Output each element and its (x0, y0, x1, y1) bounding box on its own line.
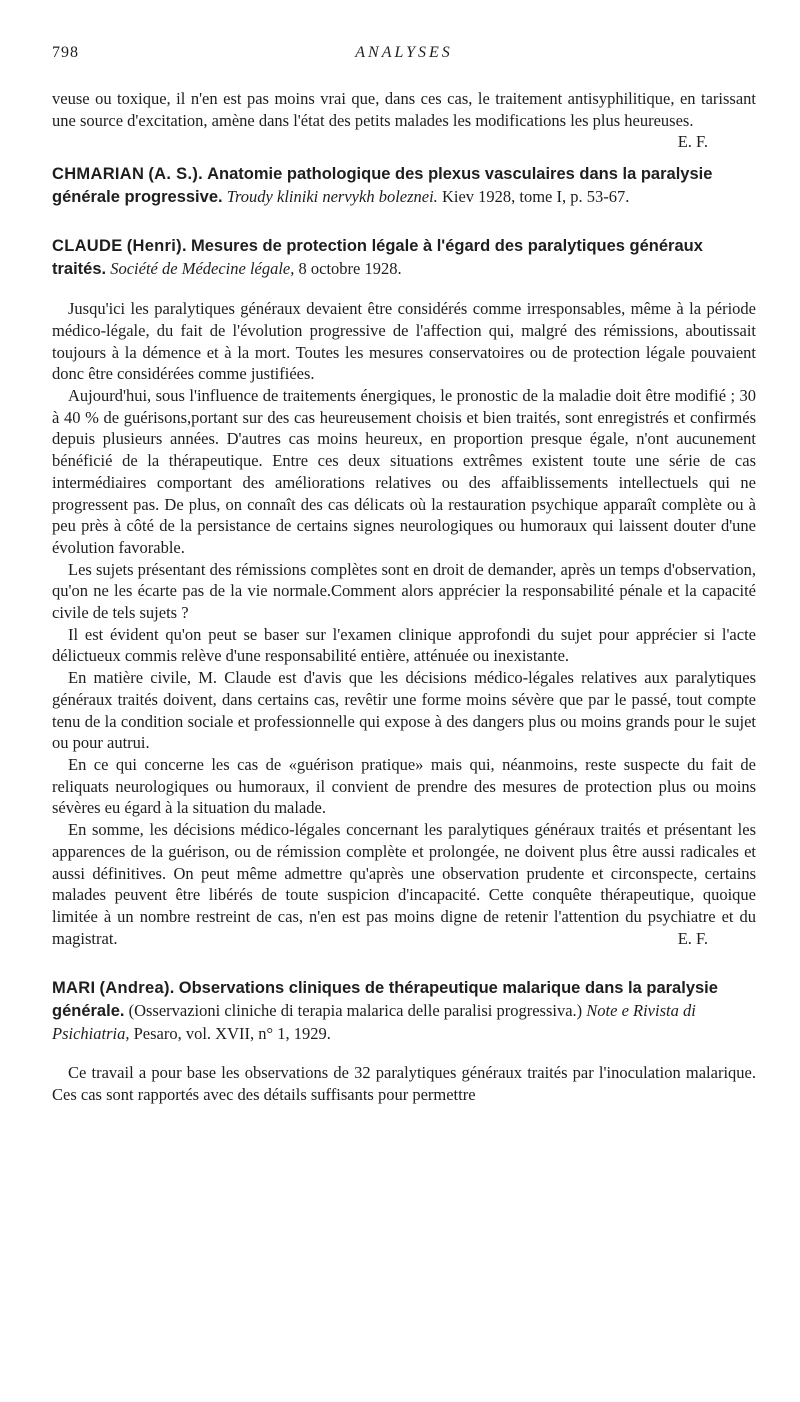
entry-mari (52, 977, 756, 1106)
entry-initials: (Henri). (126, 236, 187, 255)
entry-title: Observations cliniques de thérapeutique malarique dans la paralysie générale. (52, 979, 718, 1021)
entry-title: Mesures de protection légale à l'égard des paralytiques généraux traités. (52, 236, 703, 278)
entry-citation: Kiev 1928, tome I, p. 53-67. (441, 187, 630, 207)
entry-heading (52, 235, 756, 280)
entry-original-title: (Osservazioni cliniche di terapia malarica delle paralisi progressiva.) (128, 1001, 583, 1021)
entry-source: Note e Rivista di Psichiatria, (52, 1001, 696, 1043)
paragraph: Ce travail a pour base les observations de 32 paralytiques généraux traités par l'inoculation malarique. Ces cas sont rapportés avec des détails suffisants pour permettre (52, 1063, 756, 1105)
page-header (52, 0, 756, 80)
entry-claude (52, 235, 756, 950)
paragraph-with-signature (52, 819, 756, 949)
entry-source: Troudy kliniki nervykh boleznei. (226, 187, 438, 207)
page-number: 798 (52, 44, 79, 61)
paragraph: Les sujets présentant des rémissions complètes sont en droit de demander, après un temps d'observation, qu'on ne les écarte pas de la vie normale.Comment alors apprécier la responsabilité pénale et la capacité civile de tels sujets ? (52, 559, 756, 623)
entry-signature: E. F. (677, 928, 708, 948)
entry-author: MARI (52, 979, 96, 998)
intro-text: veuse ou toxique, il n'en est pas moins vrai que, dans ces cas, le traitement antisyphilitique, en tarissant une source d'excitation, amène dans l'état des petits malades les modifications les plus heureuses. (52, 89, 756, 130)
intro-paragraph (52, 88, 756, 152)
paragraph: En matière civile, M. Claude est d'avis que les décisions médico-légales relatives aux paralytiques généraux traités doivent, dans certains cas, revêtir une forme moins sévère que par le passé, tout compte tenu de la condition sociale et professionnelle qui expose à des dangers plus ou moins grands pour le sujet ou pour autrui. (52, 668, 756, 753)
entry-initials: (A. S.). (148, 165, 204, 184)
entry-citation: Pesaro, vol. XVII, n° 1, 1929. (133, 1023, 331, 1043)
paragraph: Aujourd'hui, sous l'influence de traitements énergiques, le pronostic de la maladie doit être modifié ; 30 à 40 % de guérisons,portant sur des cas heureusement choisis et bien traités, sont enregistrés et confirmés depuis plusieurs années. D'autres cas moins heureux, en proportion presque égale, n'ont aucunement bénéficié de la thérapeutique. Entre ces deux situations extrêmes existent toute une série de cas intermédiaires comportant des améliorations relatives ou des affaiblissements intellectuels qui ne progressent pas. De plus, on connaît des cas délicats où la restauration psychique apparaît complète ou à peu près à côté de la persistance de certains signes neurologiques ou humoraux qui laissent douter d'une évolution favorable. (52, 386, 756, 557)
entry-initials: (Andrea). (99, 979, 175, 998)
entry-source: Société de Médecine légale, (110, 258, 295, 278)
intro-signature: E. F. (677, 132, 708, 152)
paragraph: En ce qui concerne les cas de «guérison pratique» mais qui, néanmoins, reste suspecte du fait de reliquats neurologiques ou humoraux, il convient de prendre des mesures de protection plus ou moins sévères eu égard à la situation du malade. (52, 754, 756, 818)
paragraph-text: En somme, les décisions médico-légales concernant les paralytiques généraux traités et présentant les apparences de la guérison, ou de rémission complète et prolongée, ne doivent plus être aussi radicales et aussi définitives. On peut même admettre qu'après une observation prudente et circonspecte, certains malades peuvent être libérés de toute suspicion d'incapacité. Cette conquête thérapeutique, quoique limitée à un nombre restreint de cas, n'en est pas moins digne de retenir l'attention du psychiatre et du magistrat. (52, 820, 756, 948)
entry-title: Anatomie pathologique des plexus vasculaires dans la paralysie générale progressive. (52, 165, 713, 207)
paragraph: Jusqu'ici les paralytiques généraux devaient être considérés comme irresponsables, même à la période médico-légale, du fait de l'évolution progressive de l'affection qui, malgré des rémissions, aboutissait toujours à la démence et à la mort. Toutes les mesures conservatoires ou de protection légale pouvaient donc être considérées comme justifiées. (52, 299, 756, 384)
paragraph: Il est évident qu'on peut se baser sur l'examen clinique approfondi du sujet pour apprécier si l'acte délictueux commis relève d'une responsabilité entière, atténuée ou inexistante. (52, 624, 756, 666)
entry-author: CHMARIAN (52, 165, 145, 184)
entry-heading (52, 977, 756, 1044)
entry-citation: 8 octobre 1928. (298, 258, 402, 278)
running-head: ANALYSES (355, 44, 453, 61)
page (52, 0, 756, 1106)
entry-heading (52, 163, 756, 208)
entry-author: CLAUDE (52, 236, 123, 255)
entry-chmarian (52, 163, 756, 208)
